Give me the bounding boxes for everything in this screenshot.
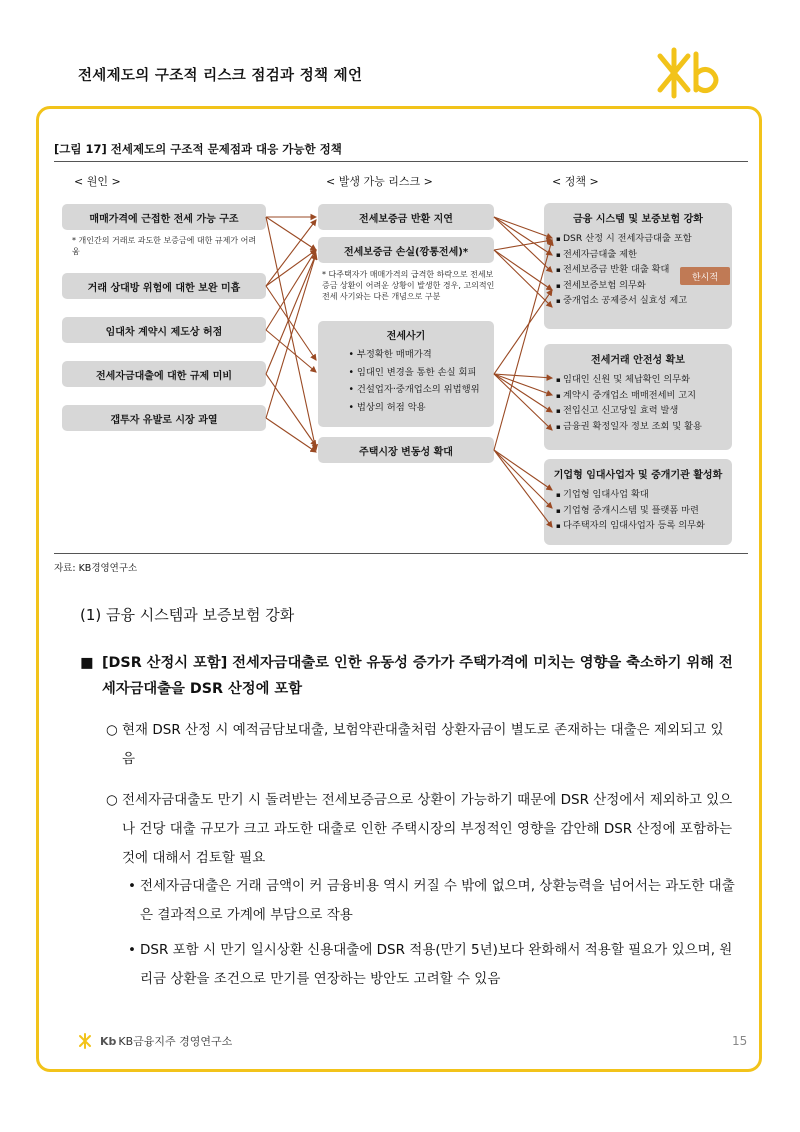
page-number: 15	[732, 1034, 748, 1048]
circle-bullet-icon: ○	[106, 792, 118, 808]
column-heading-causes: < 원인 >	[74, 175, 121, 188]
cause-box: 전세자금대출에 대한 규제 미비	[62, 361, 266, 387]
circle-bullet-icon: ○	[106, 722, 118, 738]
main-bullet-text: [DSR 산정시 포함] 전세자금대출로 인한 유동성 증가가 주택가격에 미치는 영향을 축소하기 위해 전세자금대출을 DSR 산정에 포함	[102, 655, 733, 697]
cause-box: 임대차 계약시 제도상 허점	[62, 317, 266, 343]
paragraph-text: 현재 DSR 산정 시 예적금담보대출, 보험약관대출처럼 상환자금이 별도로 존재하는 대출은 제외되고 있음	[122, 722, 724, 767]
list-item: ▪ 기업형 중개시스템 및 플랫폼 마련	[556, 503, 732, 519]
sub-bullet-text: DSR 포함 시 만기 일시상환 신용대출에 DSR 적용(만기 5년)보다 완화해서 적용할 필요가 있으며, 원리금 상환을 조건으로 만기를 연장하는 방안도 고려할 수 있음	[140, 942, 733, 987]
list-item: ▪ 전입신고 신고당일 효력 발생	[556, 403, 732, 419]
list-item: ▪ 전세보증보험 의무화	[556, 278, 732, 294]
footer-brand-text: KB금융지주 경영연구소	[118, 1035, 233, 1048]
list-item: ▪ 임대인 신원 및 체납확인 의무화	[556, 372, 732, 388]
document-title: 전세제도의 구조적 리스크 점검과 정책 제언	[78, 68, 363, 84]
risk-box-volatility: 주택시장 변동성 확대	[318, 437, 494, 463]
footer-brand	[78, 1033, 232, 1049]
paragraph	[106, 786, 736, 873]
list-item: ▪ 계약시 중개업소 매매전세비 고지	[556, 388, 732, 404]
sub-bullet-text: 전세자금대출은 거래 금액이 커 금융비용 역시 커질 수 밖에 없으며, 상환능력을 넘어서는 과도한 대출은 결과적으로 가계에 부담으로 작용	[140, 878, 735, 923]
column-heading-risks: < 발생 가능 리스크 >	[326, 175, 433, 188]
list-item: • 부정확한 매매가격	[348, 346, 479, 364]
cause-box: 매매가격에 근접한 전세 가능 구조	[62, 204, 266, 230]
list-item: • 임대인 변경을 통한 손실 회피	[348, 364, 479, 382]
sub-bullet	[128, 936, 736, 994]
list-item: ▪ 다주택자의 임대사업자 등록 의무화	[556, 518, 732, 534]
paragraph-text: 전세자금대출도 만기 시 돌려받는 전세보증금으로 상환이 가능하기 때문에 DSR 산정에서 제외하고 있으나 건당 대출 규모가 크고 과도한 대출로 인한 주택시장의 부정적인 영향을 감안해 DSR 산정에 포함하는 것에 대해서 검토할 필요	[122, 792, 733, 866]
policy-title: 금융 시스템 및 보증보험 강화	[573, 214, 703, 225]
dot-bullet-icon: •	[128, 942, 136, 958]
temporary-stamp: 한시적	[680, 267, 730, 285]
dot-bullet-icon: •	[128, 878, 136, 894]
list-item: • 건설업자·중개업소의 위법행위	[348, 381, 479, 399]
risk-fraud-title: 전세사기	[386, 331, 426, 342]
main-bullet	[80, 650, 740, 702]
risk-note: * 다주택자가 매매가격의 급격한 하락으로 전세보증금 상환이 어려운 상황이 발생한 경우, 고의적인 전세 사기와는 다른 개념으로 구분	[322, 270, 495, 301]
risk-box-deposit-loss: 전세보증금 손실(깡통전세)*	[318, 237, 494, 263]
list-item: ▪ 전세자금대출 제한	[556, 247, 732, 263]
section-heading: (1) 금융 시스템과 보증보험 강화	[80, 606, 295, 624]
figure-source: 자료: KB경영연구소	[54, 563, 138, 574]
figure-bottom-rule	[54, 553, 748, 554]
cause-box: 거래 상대방 위험에 대한 보완 미흡	[62, 273, 266, 299]
list-item: ▪ 전세보증금 반환 대출 확대	[556, 262, 732, 278]
column-heading-policy: < 정책 >	[552, 175, 599, 188]
footer-logo-mark: Kb	[100, 1034, 117, 1048]
paragraph	[106, 716, 736, 774]
list-item: • 법상의 허점 악용	[348, 399, 479, 417]
square-bullet-icon: ■	[80, 655, 94, 671]
list-item: ▪ 중개업소 공제증서 실효성 제고	[556, 293, 732, 309]
policy-title: 전세거래 안전성 확보	[591, 355, 685, 366]
risk-box-deposit-delay: 전세보증금 반환 지연	[318, 204, 494, 230]
sub-bullet	[128, 872, 736, 930]
list-item: ▪ 기업형 임대사업 확대	[556, 487, 732, 503]
cause-note: * 개인간의 거래로 과도한 보증금에 대한 규제가 어려움	[72, 236, 257, 256]
list-item: ▪ DSR 산정 시 전세자금대출 포함	[556, 231, 732, 247]
kb-small-logo-icon	[78, 1033, 100, 1049]
policy-title: 기업형 임대사업자 및 중개기관 활성화	[553, 470, 723, 481]
figure-title: [그림 17] 전세제도의 구조적 문제점과 대응 가능한 정책	[54, 142, 342, 156]
list-item: ▪ 금융권 확정일자 정보 조회 및 활용	[556, 419, 732, 435]
cause-box: 갭투자 유발로 시장 과열	[62, 405, 266, 431]
